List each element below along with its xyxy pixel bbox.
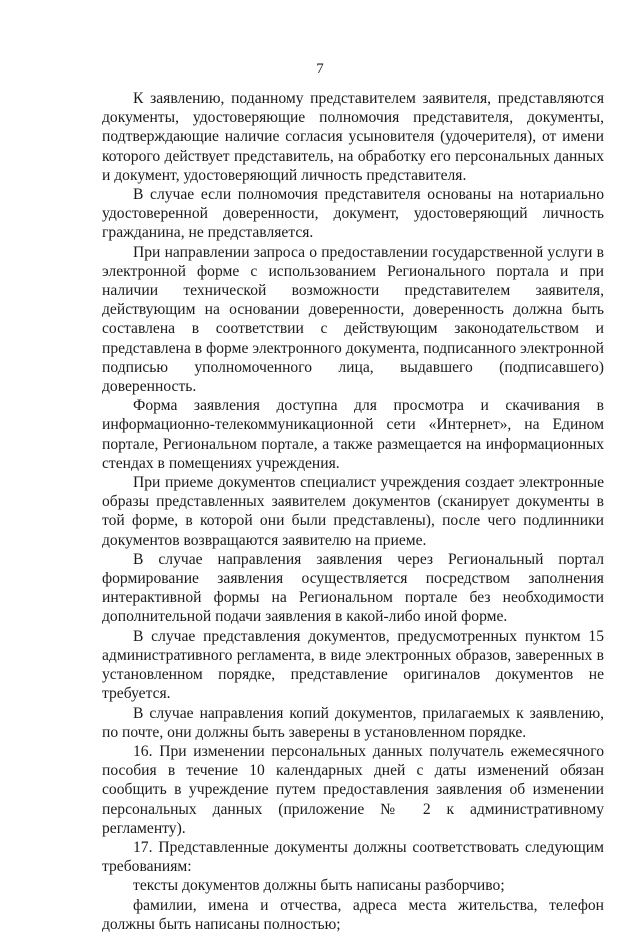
paragraph-notarial-power-of-attorney: В случае если полномочия представителя основаны на нотариально удостоверенной доверенности, документ, удостоверяющий личность гражданина, не представляется. xyxy=(102,186,604,242)
paragraph-item-16: 16. При изменении персональных данных получатель ежемесячного пособия в течение 10 календарных дней с даты изменений обязан сообщить в учреждение путем предоставления заявления об изменении персональных данных (приложение № 2 к административному регламенту). xyxy=(102,742,604,837)
paragraph-full-names-requirement: фамилии, имена и отчества, адреса места жительства, телефон должны быть написаны полностью; xyxy=(102,896,604,933)
paragraph-electronic-request: При направлении запроса о предоставлении государственной услуги в электронной форме с использованием Регионального портала и при наличии технической возможности представителем заявителя, действующим на основании доверенности, доверенность должна быть составлена в соответствии с действующим законодательством и представлена в форме электронного документа, подписанного электронной подписью уполномоченного лица, выдавшего (подписавшего) доверенность. xyxy=(102,243,604,396)
page-number: 7 xyxy=(316,61,324,77)
paragraph-item-17: 17. Представленные документы должны соответствовать следующим требованиям: xyxy=(102,838,604,876)
paragraph-document-scanning: При приеме документов специалист учреждения создает электронные образы представленных заявителем документов (сканирует документы в той форме, в которой они были представлены), после чего подлинники документов возвращаются заявителю на приеме. xyxy=(102,474,604,549)
paragraph-postal-copies: В случае направления копий документов, прилагаемых к заявлению, по почте, они должны быть заверены в установленном порядке. xyxy=(102,704,604,741)
document-body xyxy=(102,89,604,934)
paragraph-application-form-availability: Форма заявления доступна для просмотра и скачивания в информационно-телекоммуникационной сети «Интернет», на Едином портале, Региональном портале, а также размещается на информационных стендах в помещениях учреждения. xyxy=(102,397,604,472)
paragraph-electronic-images: В случае представления документов, предусмотренных пунктом 15 административного регламента, в виде электронных образов, заверенных в установленном порядке, представление оригиналов документов не требуется. xyxy=(102,627,604,703)
paragraph-legibility-requirement: тексты документов должны быть написаны разборчиво; xyxy=(133,877,505,895)
paragraph-regional-portal: В случае направления заявления через Региональный портал формирование заявления осуществляется посредством заполнения интерактивной формы на Региональном портале без необходимости дополнительной подачи заявления в какой-либо иной форме. xyxy=(102,550,604,626)
paragraph-representative-documents: К заявлению, поданному представителем заявителя, представляются документы, удостоверяющие полномочия представителя, документы, подтверждающие наличие согласия усыновителя (удочерителя), от имени которого действует представитель, на обработку его персональных данных и документ, удостоверяющий личность представителя. xyxy=(102,90,604,184)
